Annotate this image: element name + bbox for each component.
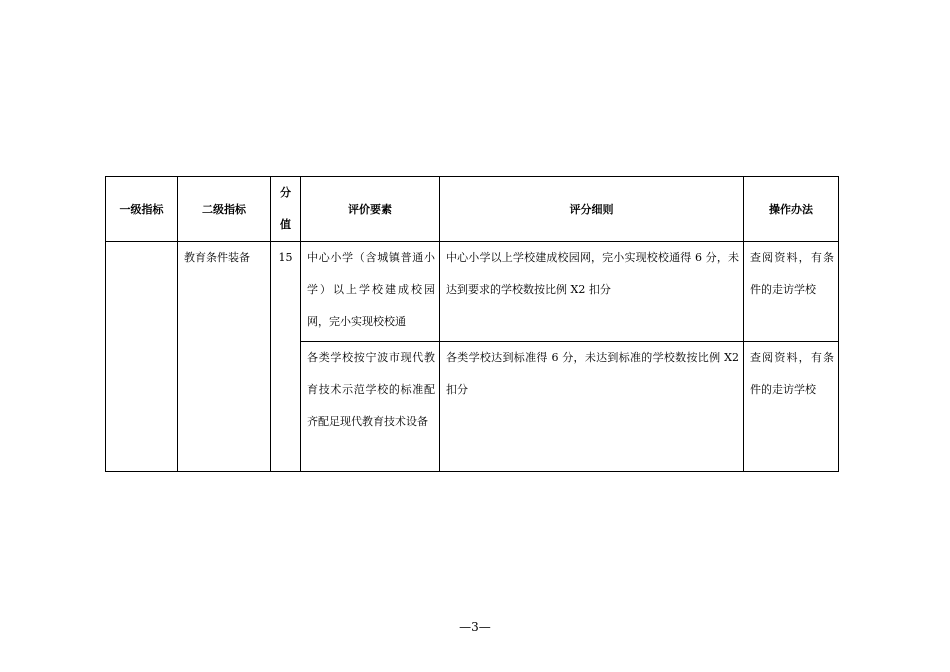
header-level2: 二级指标 (178, 177, 271, 242)
score-cell: 15 (271, 242, 301, 472)
element-cell: 各类学校按宁波市现代教育技术示范学校的标准配齐配足现代教育技术设备 (301, 342, 440, 472)
method-cell: 查阅资料，有条件的走访学校 (744, 342, 839, 472)
header-level1: 一级指标 (106, 177, 178, 242)
header-score-top: 分 (280, 186, 291, 199)
evaluation-table (105, 176, 839, 472)
header-details: 评分细则 (440, 177, 744, 242)
header-elements: 评价要素 (301, 177, 440, 242)
header-score-bottom: 值 (280, 218, 291, 231)
method-cell: 查阅资料，有条件的走访学校 (744, 242, 839, 342)
header-method: 操作办法 (744, 177, 839, 242)
level1-cell (106, 242, 178, 472)
table-row (106, 242, 839, 342)
header-score (271, 177, 301, 242)
element-cell: 中心小学（含城镇普通小学）以上学校建成校园网，完小实现校校通 (301, 242, 440, 342)
detail-cell: 各类学校达到标准得 6 分，未达到标准的学校数按比例 X2 扣分 (440, 342, 744, 472)
detail-cell: 中心小学以上学校建成校园网，完小实现校校通得 6 分，未达到要求的学校数按比例 X2 扣分 (440, 242, 744, 342)
page-number: —3— (459, 620, 491, 634)
level2-cell: 教育条件装备 (178, 242, 271, 472)
table-header-row (106, 177, 839, 242)
